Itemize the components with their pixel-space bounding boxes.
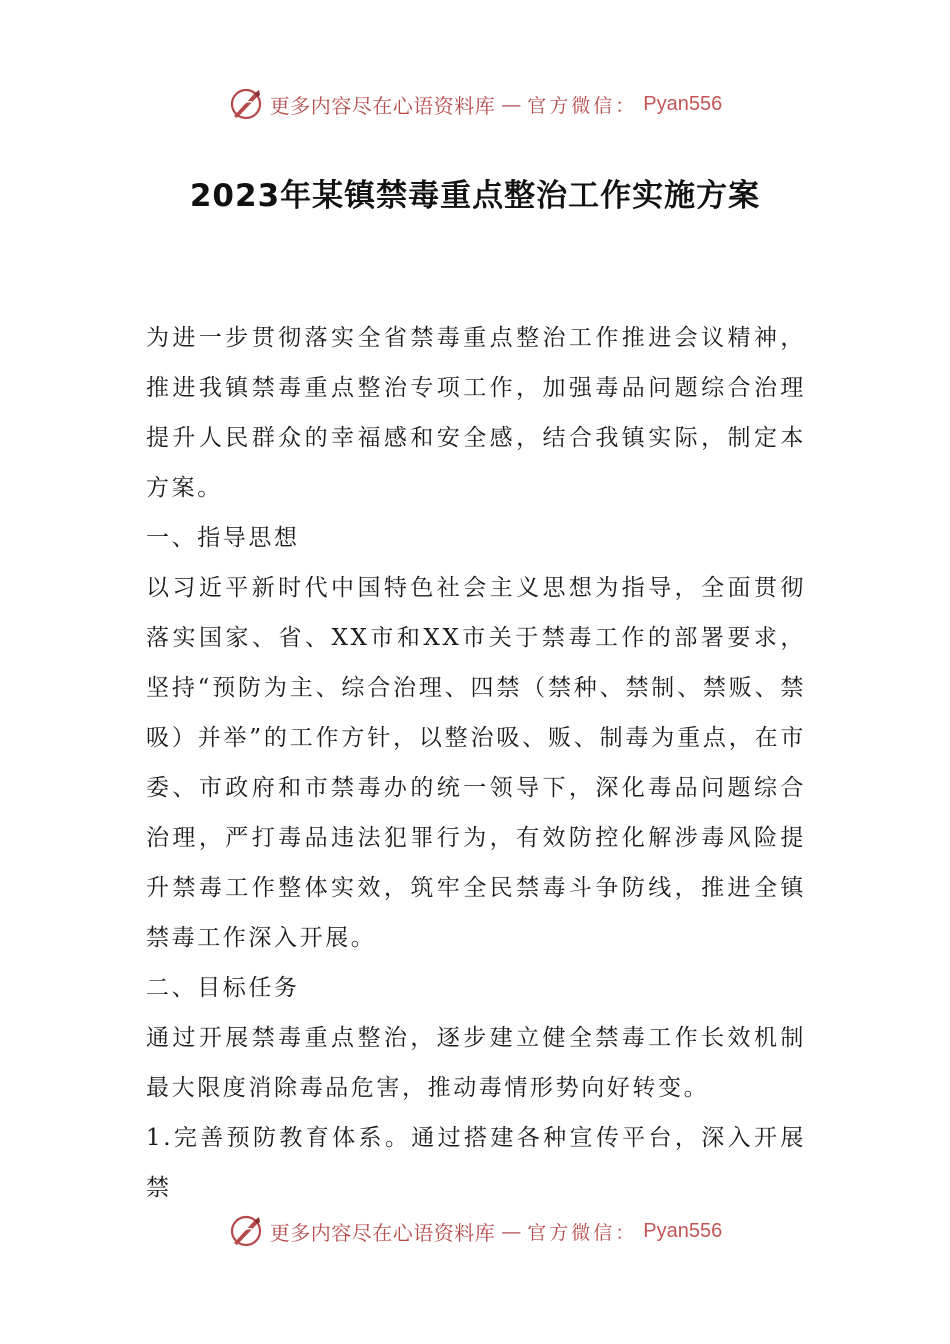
banner-slogan: 更多内容尽在心语资料库 (269, 93, 496, 118)
quill-logo-icon (228, 86, 264, 122)
banner-wechat-id: Pyan556 (643, 92, 723, 115)
footer-watermark-banner (0, 1211, 950, 1251)
banner-dash: — (501, 92, 522, 116)
intro-paragraph: 为进一步贯彻落实全省禁毒重点整治工作推进会议精神，推进我镇禁毒重点整治专项工作，加强毒品问题综合治理提升人民群众的幸福感和安全感，结合我镇实际，制定本方案。 (146, 325, 806, 501)
banner-slogan: 更多内容尽在心语资料库 (269, 1220, 496, 1245)
quill-logo-icon (228, 1213, 264, 1249)
guiding-ideology-paragraph: 以习近平新时代中国特色社会主义思想为指导，全面贯彻落实国家、省、XX市和XX市关于禁毒工作的部署要求，坚持“预防为主、综合治理、四禁（禁种、禁制、禁贩、禁吸）并举”的工作方针，以整治吸、贩、制毒为重点，在市委、市政府和市禁毒办的统一领导下，深化毒品问题综合治理，严打毒品违法犯罪行为，有效防控化解涉毒风险提升禁毒工作整体实效，筑牢全民禁毒斗争防线，推进全镇禁毒工作深入开展。 (146, 575, 806, 951)
goals-paragraph: 通过开展禁毒重点整治，逐步建立健全禁毒工作长效机制最大限度消除毒品危害，推动毒情形势向好转变。 (146, 1025, 806, 1101)
banner-wechat-id: Pyan556 (643, 1219, 723, 1242)
section-heading-guiding-ideology: 一、指导思想 (146, 525, 300, 551)
banner-dash: — (501, 1219, 522, 1243)
section-heading-goals: 二、目标任务 (146, 975, 300, 1001)
header-watermark-banner (0, 84, 950, 124)
document-body (146, 313, 806, 1213)
banner-wechat-label: 官方微信： (527, 94, 638, 117)
list-item-prevention-education: 1.完善预防教育体系。通过搭建各种宣传平台，深入开展禁 (146, 1125, 806, 1201)
document-title: 2023年某镇禁毒重点整治工作实施方案 (189, 178, 761, 214)
banner-wechat-label: 官方微信： (527, 1221, 638, 1244)
